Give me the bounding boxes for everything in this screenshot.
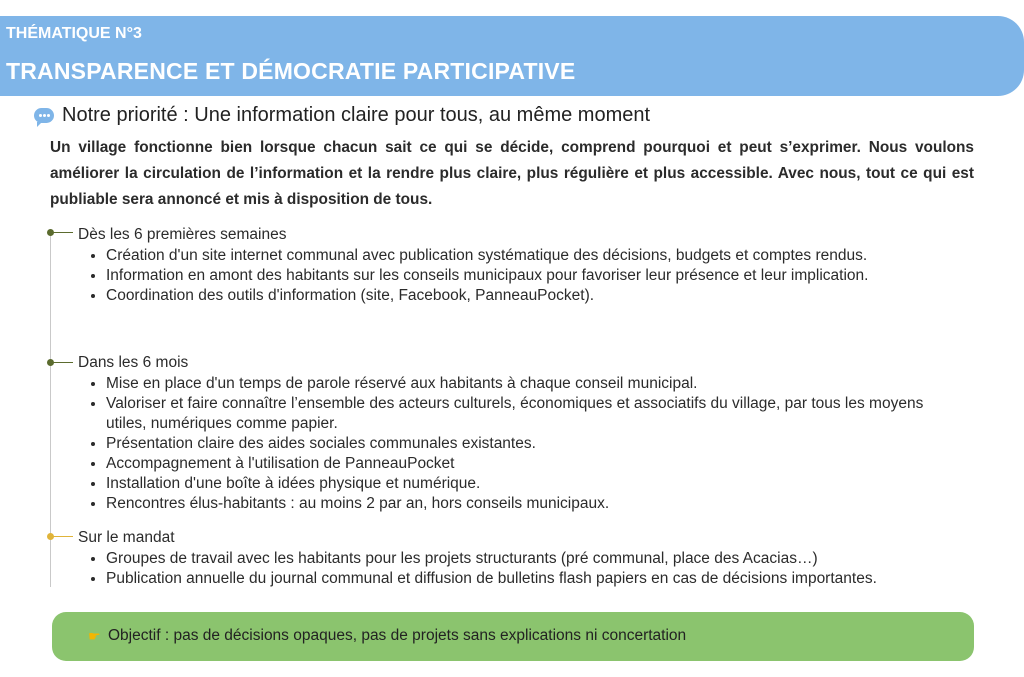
section-list-mandate [86, 549, 966, 589]
list-item: • Information en amont des habitants sur les conseils municipaux pour favoriser leur présence et leur implication. [106, 266, 966, 286]
pointing-hand-icon: ☛ [88, 628, 101, 644]
timeline-tick-1 [51, 232, 73, 233]
list-item: • Mise en place d'un temps de parole réservé aux habitants à chaque conseil municipal. [106, 374, 966, 394]
list-item: • Publication annuelle du journal communal et diffusion de bulletins flash papiers en cas de décisions importantes. [106, 569, 966, 589]
list-item: • Présentation claire des aides sociales communales existantes. [106, 434, 966, 454]
section-title-first-weeks: Dès les 6 premières semaines [78, 226, 287, 243]
timeline-tick-2 [51, 362, 73, 363]
theme-banner [0, 16, 1024, 96]
section-title-mandate: Sur le mandat [78, 529, 175, 546]
list-item: • Rencontres élus-habitants : au moins 2 par an, hors conseils municipaux. [106, 494, 966, 514]
section-list-first-weeks [86, 246, 966, 306]
list-item: • Installation d'une boîte à idées physique et numérique. [106, 474, 966, 494]
list-item: • Groupes de travail avec les habitants pour les projets structurants (pré communal, place des Acacias…) [106, 549, 966, 569]
objective-box [52, 612, 974, 661]
theme-label: THÉMATIQUE N°3 [6, 25, 142, 42]
theme-title: TRANSPARENCE ET DÉMOCRATIE PARTICIPATIVE [6, 58, 576, 84]
speech-bubble-icon [34, 108, 54, 123]
priority-heading [34, 104, 650, 127]
objective-text: Objectif : pas de décisions opaques, pas de projets sans explications ni concertation [108, 627, 687, 644]
list-item: • Coordination des outils d'information (site, Facebook, PanneauPocket). [106, 286, 966, 306]
timeline-tick-3 [51, 536, 73, 537]
list-item: • Accompagnement à l'utilisation de PanneauPocket [106, 454, 966, 474]
priority-text: Notre priorité : Une information claire pour tous, au même moment [62, 104, 651, 126]
list-item: • Valoriser et faire connaître l’ensemble des acteurs culturels, économiques et associatifs du village, par tous les moyens utiles, numériques comme papier. [106, 394, 966, 434]
section-title-six-months: Dans les 6 mois [78, 354, 189, 371]
intro-paragraph: Un village fonctionne bien lorsque chacun sait ce qui se décide, comprend pourquoi et peut s’exprimer. Nous voulons améliorer la circulation de l’information et la rendre plus claire, plus régulière et plus accessible. Avec nous, tout ce qui est publiable sera annoncé et mis à disposition de tous. [50, 139, 974, 208]
list-item: • Création d'un site internet communal avec publication systématique des décisions, budgets et comptes rendus. [106, 246, 966, 266]
section-list-six-months [86, 374, 966, 514]
